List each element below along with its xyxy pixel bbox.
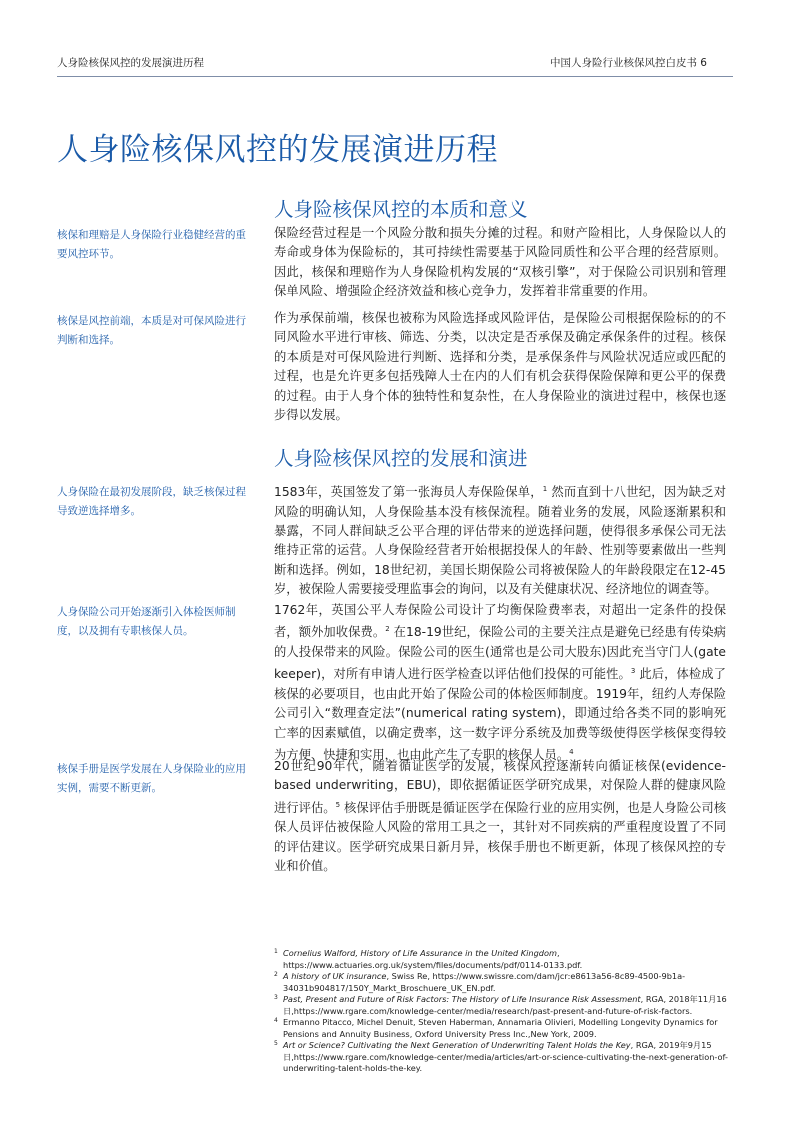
footnote-ref: 3 xyxy=(630,667,636,676)
side-note: 核保和理赔是人身保险行业稳健经营的重要风控环节。 xyxy=(57,229,246,260)
paragraph-text: 1762年，英国公平人寿保险公司设计了均衡保险费率表，对超出一定条件的投保者，额外加收保费。 xyxy=(274,603,726,640)
footnote-number: 1 xyxy=(274,948,278,955)
footnote-title: Cornelius Walford, History of Life Assurance in the United Kingdom xyxy=(283,948,557,958)
paragraph-text: 核保评估手册既是循证医学在保险行业的应用实例，也是人身险公司核保人员评估被保险人风险的常用工具之一，其针对不同疾病的严重程度设置了不同的评估建议。医学研究成果日新月异，核保手册也不断更新，体现了核保风控的专业和价值。 xyxy=(274,800,726,874)
body-paragraph: 作为承保前端，核保也被称为风险选择或风险评估，是保险公司根据保险标的的不同风险水平进行审核、筛选、分类，以决定是否承保及确定承保条件的过程。核保的本质是对可保风险进行判断、选择和分类，是承保条件与风险状况适应或匹配的过程，也是允许更多包括残障人士在内的人们有机会获得保险保障和更公平的保费的过程。由于人身个体的独特性和复杂性，在人身保险业的演进过程中，核保也逐步得以发展。 xyxy=(274,311,726,423)
side-note: 核保是风控前端，本质是对可保风险进行判断和选择。 xyxy=(57,315,246,346)
footnote-text: Ermanno Pitacco, Michel Denuit, Steven Haberman, Annamaria Olivieri, Modelling Longevity Dynamics for Pensions and Annuity Business, Oxford University Press Inc.,New York, 2009. xyxy=(283,1017,718,1039)
body-paragraph xyxy=(274,757,726,877)
footnote-title: A history of UK insurance xyxy=(283,971,387,981)
body-paragraph xyxy=(274,480,726,600)
footnote-ref: 5 xyxy=(335,800,341,809)
footnote-ref: 4 xyxy=(569,748,574,757)
footnote-number: 2 xyxy=(274,971,278,978)
footnote-text: , https://www.actuaries.org.uk/system/files/documents/pdf/0114-0133.pdf. xyxy=(283,948,583,970)
footnotes xyxy=(274,948,734,1075)
footnote-item xyxy=(274,948,734,971)
paragraph-text: 在18-19世纪，保险公司的主要关注点是避免已经患有传染病的人投保带来的风险。保险公司的医生(通常也是公司大股东)因此充当守门人(gate keeper)，对所有申请人进行医学检查以评估他们投保的可能性。 xyxy=(274,625,726,682)
section-title-essence: 人身险核保风控的本质和意义 xyxy=(274,198,528,221)
footnote-item xyxy=(274,1017,734,1040)
page-title: 人身险核保风控的发展演进历程 xyxy=(57,132,498,168)
footnote-item xyxy=(274,994,734,1017)
footnote-text: , RGA, 2018年11月16日,https://www.rgare.com/knowledge-center/media/research/past-present-and-future-of-risk-factors. xyxy=(283,994,727,1016)
side-note: 人身保险公司开始逐渐引入体检医师制度，以及拥有专职核保人员。 xyxy=(57,606,236,637)
paragraph-text: 此后，体检成了核保的必要项目，也由此开始了保险公司的体检医师制度。1919年，纽约人寿保险公司引入“数理查定法”(numerical rating system)，即通过给各类不同的影响死亡率的因素赋值，以确定费率，这一数字评分系统及加费等级使得医学核保变得较为方便、快捷和实用，也由此产生了专职的核保人员。 xyxy=(274,667,726,763)
paragraph-text: 然而直到十八世纪，因为缺乏对风险的明确认知，人身保险基本没有核保流程。随着业务的发展，风险逐渐累积和暴露，不同人群间缺乏公平合理的评估带来的逆选择问题，使得很多承保公司无法维持正常的运营。人身保险经营者开始根据投保人的年龄、性别等要素做出一些判断和选择。例如，18世纪初，美国长期保险公司将被保险人的年龄段限定在12-45岁，被保险人需要接受理监事会的询问，以及有关健康状况、经济地位的调查等。 xyxy=(274,485,726,597)
footnote-item xyxy=(274,971,734,994)
footnote-text: , Swiss Re, https://www.swissre.com/dam/jcr:e8613a56-8c89-4500-9b1a-34031b904817/150Y_Markt_Broschuere_UK_EN.pdf. xyxy=(283,971,686,993)
footnote-ref: 1 xyxy=(542,485,548,493)
footnote-title: Art or Science? Cultivating the Next Generation of Underwriting Talent Holds the Key xyxy=(283,1040,631,1050)
running-header-right: 中国人身险行业核保风控白皮书 6 xyxy=(549,57,707,69)
footnote-ref: 2 xyxy=(385,625,390,634)
footnote-number: 5 xyxy=(274,1040,278,1047)
paragraph-text: 1583年，英国签发了第一张海员人寿保险保单， xyxy=(274,485,543,500)
side-note: 核保手册是医学发展在人身保险业的应用实例，需要不断更新。 xyxy=(57,763,246,794)
section-title-development: 人身险核保风控的发展和演进 xyxy=(274,447,528,470)
body-paragraph: 保险经营过程是一个风险分散和损失分摊的过程。和财产险相比，人身保险以人的寿命或身体为保险标的，其可持续性需要基于风险同质性和公平合理的经营原则。因此，核保和理赔作为人身保险机构发展的“双核引擎”，对于保险公司识别和管理保单风险、增强险企经济效益和核心竞争力，发挥着非常重要的作用。 xyxy=(274,226,726,299)
footnote-title: Past, Present and Future of Risk Factors: The History of Life Insurance Risk Assessment xyxy=(283,994,641,1004)
footnote-number: 3 xyxy=(274,994,278,1001)
footnote-text: , RGA, 2019年9月15日,https://www.rgare.com/knowledge-center/media/articles/art-or-science-cultivating-the-next-generation-of-underwriting-talent-holds-the-key. xyxy=(283,1040,728,1073)
body-paragraph xyxy=(274,601,726,766)
paragraph-text: 20世纪90年代，随着循证医学的发展，核保风控逐渐转向循证核保(evidence-based underwriting，EBU)，即依据循证医学研究成果，对保险人群的健康风险进行评估。 xyxy=(274,759,726,815)
header-divider xyxy=(57,76,733,77)
footnote-number: 4 xyxy=(274,1017,278,1024)
running-header-left: 人身险核保风控的发展演进历程 xyxy=(57,57,204,69)
side-note: 人身保险在最初发展阶段，缺乏核保过程导致逆选择增多。 xyxy=(57,486,246,517)
footnote-item xyxy=(274,1040,734,1075)
